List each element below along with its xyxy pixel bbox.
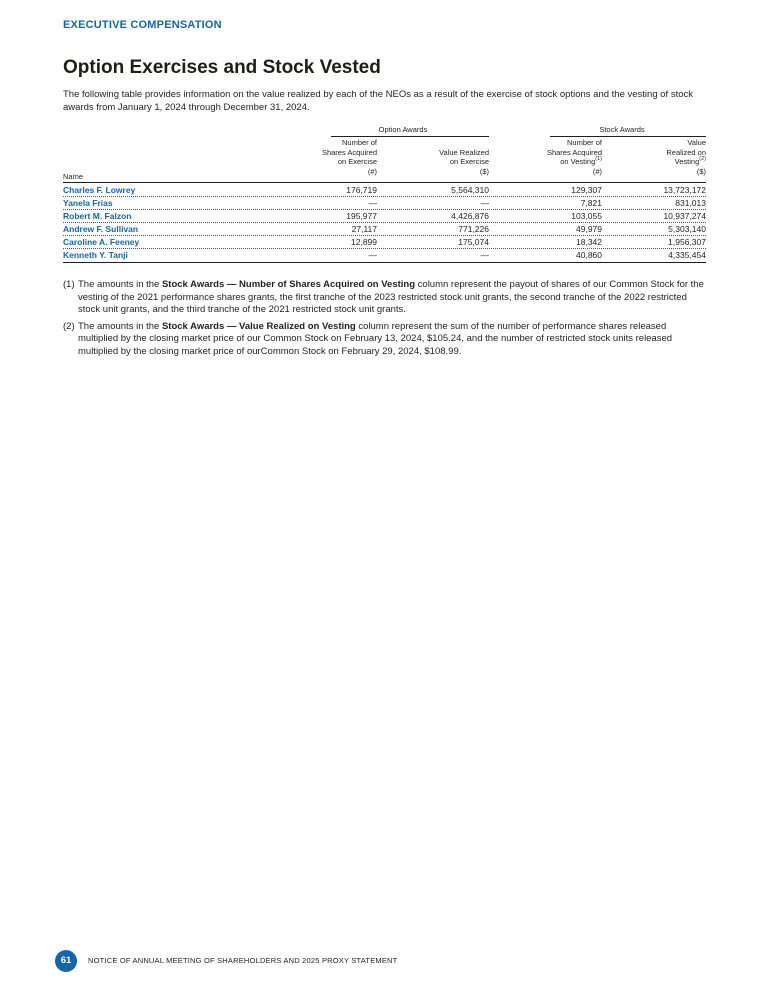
cell-option-shares: 195,977 <box>346 211 377 221</box>
intro-paragraph: The following table provides information on the value realized by each of the NEOs as a result of the exercise of stock options and the vesting of stock awards from January 1, 2024 through December 31, 2024. <box>63 89 693 113</box>
row-name: Caroline A. Feeney <box>63 237 140 247</box>
table-row <box>63 197 706 210</box>
group-header-stock-awards: Stock Awards <box>599 125 645 134</box>
table-row <box>63 249 706 261</box>
cell-stock-shares: 18,342 <box>576 237 602 247</box>
footnote-1: (1) The amounts in the Stock Awards — Number of Shares Acquired on Vesting column represent the payout of shares of our Common Stock for the vesting of the 2021 performance shares grants, the first tranche of the 2023 restricted stock unit grants, the second tranche of the 2022 restricted stock unit grants, and the third tranche of the 2021 restricted stock unit grants. <box>63 279 704 315</box>
cell-option-shares: 12,899 <box>351 237 377 247</box>
row-name: Yanela Frias <box>63 198 113 208</box>
cell-option-value: — <box>480 198 489 208</box>
cell-option-shares: — <box>368 198 377 208</box>
col-header-stock-value: Value Realized on Vesting$^{(2)}$ ($) <box>666 138 706 176</box>
group-header-option-awards: Option Awards <box>378 125 428 134</box>
col-header-name: Name <box>63 172 84 181</box>
cell-option-shares: 27,117 <box>351 224 377 234</box>
cell-option-value: 5,564,310 <box>451 185 489 195</box>
group-rule-stock <box>550 136 706 137</box>
row-name: Charles F. Lowrey <box>63 185 136 195</box>
cell-stock-shares: 40,860 <box>576 250 602 260</box>
cell-stock-value: 5,303,140 <box>668 224 706 234</box>
col-header-option-shares: Number of Shares Acquired on Exercise (#) <box>321 138 377 176</box>
table-bottom-rule <box>63 262 706 263</box>
footer-text: NOTICE OF ANNUAL MEETING OF SHAREHOLDERS AND 2025 PROXY STATEMENT <box>88 956 398 965</box>
page-number-badge: 61 <box>55 950 77 972</box>
cell-option-value: 4,426,876 <box>451 211 489 221</box>
row-name: Robert M. Falzon <box>63 211 132 221</box>
cell-option-value: 175,074 <box>458 237 489 247</box>
cell-option-value: — <box>480 250 489 260</box>
page-title: Option Exercises and Stock Vested <box>63 57 381 78</box>
section-label: EXECUTIVE COMPENSATION <box>63 19 222 31</box>
cell-stock-value: 13,723,172 <box>663 185 706 195</box>
cell-stock-value: 10,937,274 <box>663 211 706 221</box>
group-rule-option <box>331 136 489 137</box>
table-row <box>63 223 706 236</box>
footnote-number: (1) <box>63 279 75 290</box>
cell-stock-shares: 7,821 <box>580 198 602 208</box>
cell-option-value: 771,226 <box>458 224 489 234</box>
cell-stock-value: 4,335,454 <box>668 250 706 260</box>
footnote-2: (2) The amounts in the Stock Awards — Value Realized on Vesting column represent the sum of the number of performance shares released multiplied by the closing market price of our Common Stock on February 13, 2024, $105.24, and the number of restricted stock units released multiplied by the closing market price of ourCommon Stock on February 29, 2024, $108.99. <box>63 320 673 357</box>
col-header-option-value: Value Realized on Exercise ($) <box>439 147 489 176</box>
cell-option-shares: 176,719 <box>346 185 377 195</box>
row-name: Kenneth Y. Tanji <box>63 250 128 260</box>
cell-option-shares: — <box>368 250 377 260</box>
cell-stock-value: 831,013 <box>675 198 706 208</box>
row-name: Andrew F. Sullivan <box>63 224 139 234</box>
cell-stock-shares: 129,307 <box>571 185 602 195</box>
cell-stock-shares: 103,055 <box>571 211 602 221</box>
footnotes <box>63 279 708 362</box>
col-header-stock-shares: Number of Shares Acquired on Vesting$^{(1)}$ (#) <box>546 138 602 176</box>
cell-stock-value: 1,956,307 <box>668 237 706 247</box>
table-row <box>63 236 706 249</box>
header-rule <box>63 182 706 183</box>
table-row <box>63 184 706 197</box>
table-row <box>63 210 706 223</box>
footnote-number: (2) <box>63 320 75 332</box>
cell-stock-shares: 49,979 <box>576 224 602 234</box>
